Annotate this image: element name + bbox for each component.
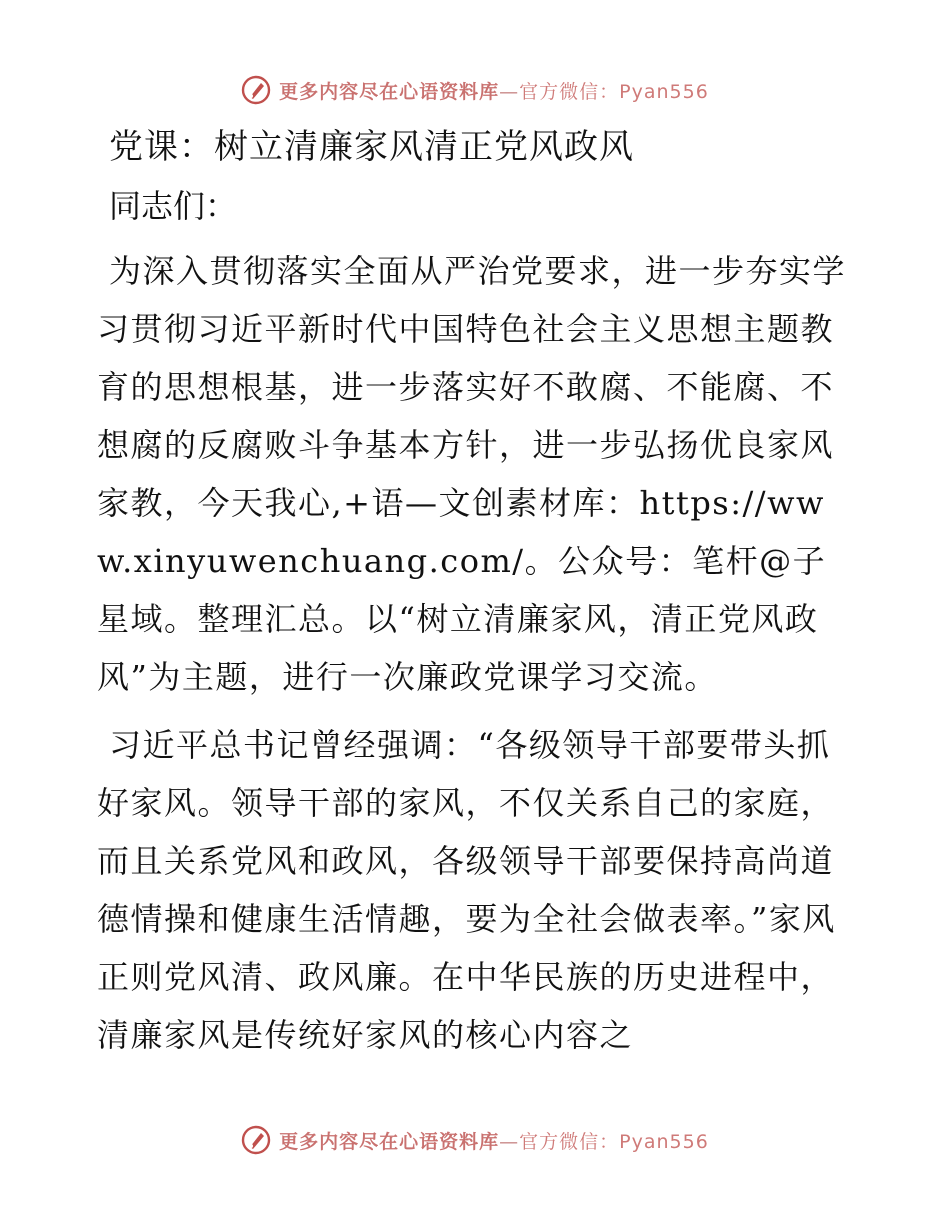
- document-body: [97, 124, 857, 1074]
- pen-logo-icon: [241, 75, 271, 105]
- watermark-brand: 更多内容尽在心语资料库: [279, 80, 500, 103]
- watermark-text: [279, 1127, 709, 1154]
- paragraph-2: 习近平总书记曾经强调：“各级领导干部要带头抓好家风。领导干部的家风，不仅关系自己的家庭，而且关系党风和政风，各级领导干部要保持高尚道德情操和健康生活情趣，要为全社会做表率。”家风正则党风清、政风廉。在中华民族的历史进程中，清廉家风是传统好家风的核心内容之: [97, 726, 836, 1054]
- watermark-separator: —: [499, 80, 520, 103]
- pen-logo-icon: [241, 1125, 271, 1155]
- watermark-contact: 官方微信：Pyan556: [519, 80, 709, 103]
- watermark-separator: —: [499, 1130, 520, 1153]
- greeting: 同志们：: [109, 187, 238, 225]
- watermark-text: [279, 77, 709, 104]
- paragraph-1: 为深入贯彻落实全面从严治党要求，进一步夯实学习贯彻习近平新时代中国特色社会主义思想主题教育的思想根基，进一步落实好不敢腐、不能腐、不想腐的反腐败斗争基本方针，进一步弘扬优良家风家教，今天我心,+语—文创素材库：https://www.xinyuwenchuang.com/。公众号：笔杆@子星域。整理汇总。以“树立清廉家风，清正党风政风”为主题，进行一次廉政党课学习交流。: [97, 252, 847, 696]
- footer-watermark: [0, 1120, 950, 1160]
- document-title: 党课：树立清廉家风清正党风政风: [109, 127, 634, 167]
- watermark-brand: 更多内容尽在心语资料库: [279, 1130, 500, 1153]
- watermark-contact: 官方微信：Pyan556: [519, 1130, 709, 1153]
- header-watermark: [0, 70, 950, 110]
